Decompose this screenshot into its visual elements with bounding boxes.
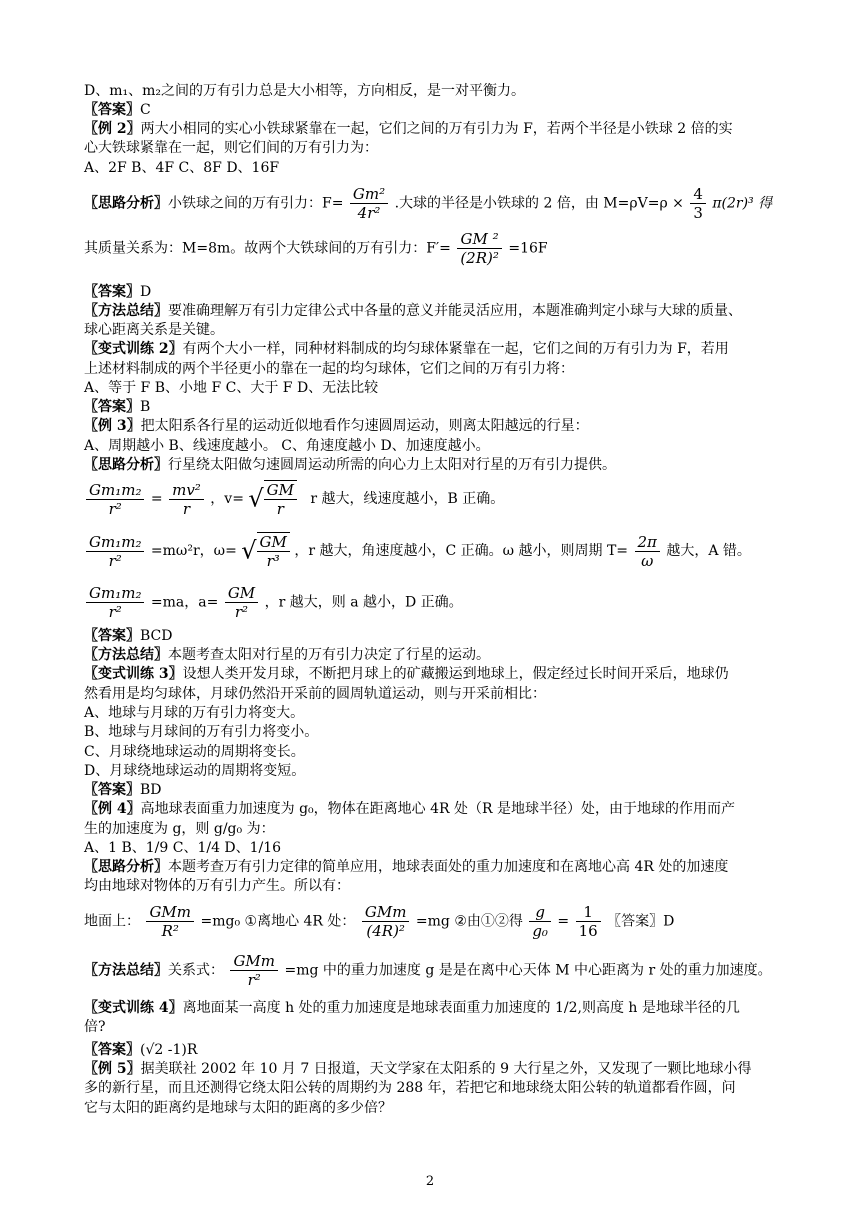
- example-2-line-2: 心大铁球紧靠在一起，则它们间的万有引力为：: [84, 140, 378, 156]
- variant-3-option-a: A、地球与月球的万有引力将变大。: [84, 705, 305, 721]
- formula-gmm-4r2: GMm (4R)²: [362, 903, 410, 940]
- variant-3-line-2: 然看用是均匀球体，月球仍然沿开采前的圆周轨道运动，则与开采前相比：: [84, 686, 546, 702]
- example-5-line-2: 多的新行星，而且还测得它绕太阳公转的周期约为 288 年，若把它和地球绕太阳公转的轨道都看作圆，问: [84, 1080, 736, 1096]
- formula-gm-r2: $\frac{GM}{\text{r²}}$: [225, 584, 258, 621]
- answer-line-6: 〖答案〗(√2 -1)R: [84, 1042, 198, 1058]
- answer-line-2: 〖答案〗D: [84, 284, 152, 300]
- formula-1-16: $\frac{1}{16}$: [576, 903, 601, 940]
- formula-gmm-r2: GMm R²: [146, 903, 194, 940]
- variant-4-line: 〖变式训练 4〗离地面某一高度 h 处的重力加速度是地球表面重力加速度的 1/2,则高度 h 是地球半径的几: [84, 1000, 740, 1016]
- formula-g-g0: $\frac{g}{\text{g₀}}$: [529, 903, 551, 940]
- example-4-line: 〖例 4〗高地球表面重力加速度为 g₀，物体在距离地心 4R 处（R 是地球半径）处，由于地球的作用而产: [84, 801, 735, 817]
- analysis-line-2: 〖思路分析〗行星绕太阳做匀速圆周运动所需的向心力上太阳对行星的万有引力提供。: [84, 457, 616, 473]
- formula-gm1m2-r2: $\frac{\text{Gm₁m₂}}{\text{r²}}$: [86, 584, 144, 621]
- formula-gm2-4r2: $\frac{\text{Gm²}}{\text{4r²}}$: [350, 185, 388, 222]
- variant-3-option-b: B、地球与月球间的万有引力将变小。: [84, 724, 319, 740]
- formula-gmm-r2-small: GMm r²: [230, 952, 278, 989]
- sqrt-gm-r: √ $\frac{GM}{r}$: [248, 480, 297, 518]
- example-5-line-3: 它与太阳的距离约是地球与太阳的距离的多少倍？: [84, 1100, 392, 1116]
- formula-gm1m2-r2: $\frac{\text{Gm₁m₂}}{\text{r²}}$: [86, 481, 144, 518]
- answer-line: 〖答案〗C: [84, 102, 151, 118]
- method-summary-line: 〖方法总结〗要准确理解万有引力定律公式中各量的意义并能灵活应用，本题准确判定小球与大球的质量、: [84, 303, 742, 319]
- formula-line-acceleration: $\frac{\text{Gm₁m₂}}{\text{r²}}$ =ma，a= $\frac{GM}{\text{r²}}$ ，r 越大，则 a 越小，D 正确。: [84, 584, 463, 621]
- example-2-line: 〖例 2〗两大小相同的实心小铁球紧靠在一起，它们之间的万有引力为 F，若两个半径是小铁球 2 倍的实: [84, 121, 733, 137]
- answer-line-4: 〖答案〗BCD: [84, 628, 173, 644]
- formula-line-velocity: $\frac{\text{Gm₁m₂}}{\text{r²}}$ = $\frac{\text{mv²}}{r}$ ，v= √ $\frac{GM}{r}$ r 越大，线速度越小，B 正确。: [84, 480, 504, 518]
- example-5-line: 〖例 5〗据美联社 2002 年 10 月 7 日报道，天文学家在太阳系的 9 大行星之外，又发现了一颗比地球小得: [84, 1061, 752, 1077]
- formula-line-omega: $\frac{\text{Gm₁m₂}}{\text{r²}}$ =mω²r，ω= √ $\frac{GM}{\text{r³}}$ ，r 越大，角速度越小，C 正确。ω 越小，则周期 T= $\frac{2\pi}{\omega}$ 越大，A 错。: [84, 532, 751, 570]
- sqrt-gm-r3: √ $\frac{GM}{\text{r³}}$: [241, 532, 290, 570]
- option-d-line: D、m₁、m₂之间的万有引力总是大小相等，方向相反，是一对平衡力。: [84, 83, 525, 99]
- formula-2pi-omega: $\frac{2\pi}{\omega}$: [635, 533, 660, 570]
- formula-gm1m2-r2: $\frac{\text{Gm₁m₂}}{\text{r²}}$: [86, 533, 144, 570]
- example-3-options: A、周期越小 B、线速度越小。 C、角速度越小 D、加速度越小。: [84, 438, 490, 454]
- answer-line-3: 〖答案〗B: [84, 399, 151, 415]
- page-number: 2: [425, 1174, 435, 1189]
- analysis-line-3b: 均由地球对物体的万有引力产生。所以有：: [84, 878, 350, 894]
- example-3-line: 〖例 3〗把太阳系各行星的运动近似地看作匀速圆周运动，则离太阳越远的行星：: [84, 418, 589, 434]
- formula-gm2-2r2: $\frac{\text{GM ²}}{\text{(2R)²}}$: [457, 230, 502, 267]
- variant-3-line: 〖变式训练 3〗设想人类开发月球，不断把月球上的矿藏搬运到地球上，假定经过长时间开采后，地球仍: [84, 666, 729, 682]
- variant-2-line: 〖变式训练 2〗有两个大小一样，同种材料制成的均匀球体紧靠在一起，它们之间的万有引力为 F，若用: [84, 341, 729, 357]
- variant-3-option-c: C、月球绕地球运动的周期将变长。: [84, 744, 305, 760]
- analysis-line: 〖思路分析〗小铁球之间的万有引力：F= $\frac{\text{Gm²}}{\text{4r²}}$ .大球的半径是小铁球的 2 倍，由 M=ρV=ρ × $\frac{4}{3}$ π(2r)³ 得: [84, 185, 773, 222]
- analysis-line-3: 〖思路分析〗本题考查万有引力定律的简单应用，地球表面处的重力加速度和在离地心高 4R 处的加速度: [84, 859, 729, 875]
- method-summary-line-2: 球心距离关系是关键。: [84, 322, 224, 338]
- example-4-line-2: 生的加速度为 g，则 g/g₀ 为：: [84, 821, 275, 837]
- method-summary-line-3: 〖方法总结〗本题考查太阳对行星的万有引力决定了行星的运动。: [84, 647, 490, 663]
- ground-equation-line: 地面上： GMm R² =mg₀ ①离地心 4R 处： GMm (4R)² =mg ②由①②得 $\frac{g}{\text{g₀}}$ = $\frac{1}{16}$ 〖答案〗D: [84, 903, 675, 940]
- variant-4-line-2: 倍?: [84, 1019, 106, 1035]
- example-4-options: A、1 B、1/9 C、1/4 D、1/16: [84, 840, 282, 856]
- variant-2-line-2: 上述材料制成的两个半径更小的靠在一起的均匀球体，它们之间的万有引力将：: [84, 361, 574, 377]
- mass-relation-line: 其质量关系为：M=8m。故两个大铁球间的万有引力：F′= $\frac{\text{GM ²}}{\text{(2R)²}}$ =16F: [84, 230, 548, 267]
- answer-line-5: 〖答案〗BD: [84, 782, 162, 798]
- formula-4-3: $\frac{4}{3}$: [690, 185, 706, 222]
- formula-mv2-r: $\frac{\text{mv²}}{r}$: [169, 481, 204, 518]
- example-2-options: A、2F B、4F C、8F D、16F: [84, 160, 280, 176]
- variant-2-options: A、等于 F B、小地 F C、大于 F D、无法比较: [84, 380, 379, 396]
- variant-3-option-d: D、月球绕地球运动的周期将变短。: [84, 763, 306, 779]
- method-summary-line-4: 〖方法总结〗关系式： GMm r² =mg 中的重力加速度 g 是是在离中心天体 M 中心距离为 r 处的重力加速度。: [84, 952, 772, 989]
